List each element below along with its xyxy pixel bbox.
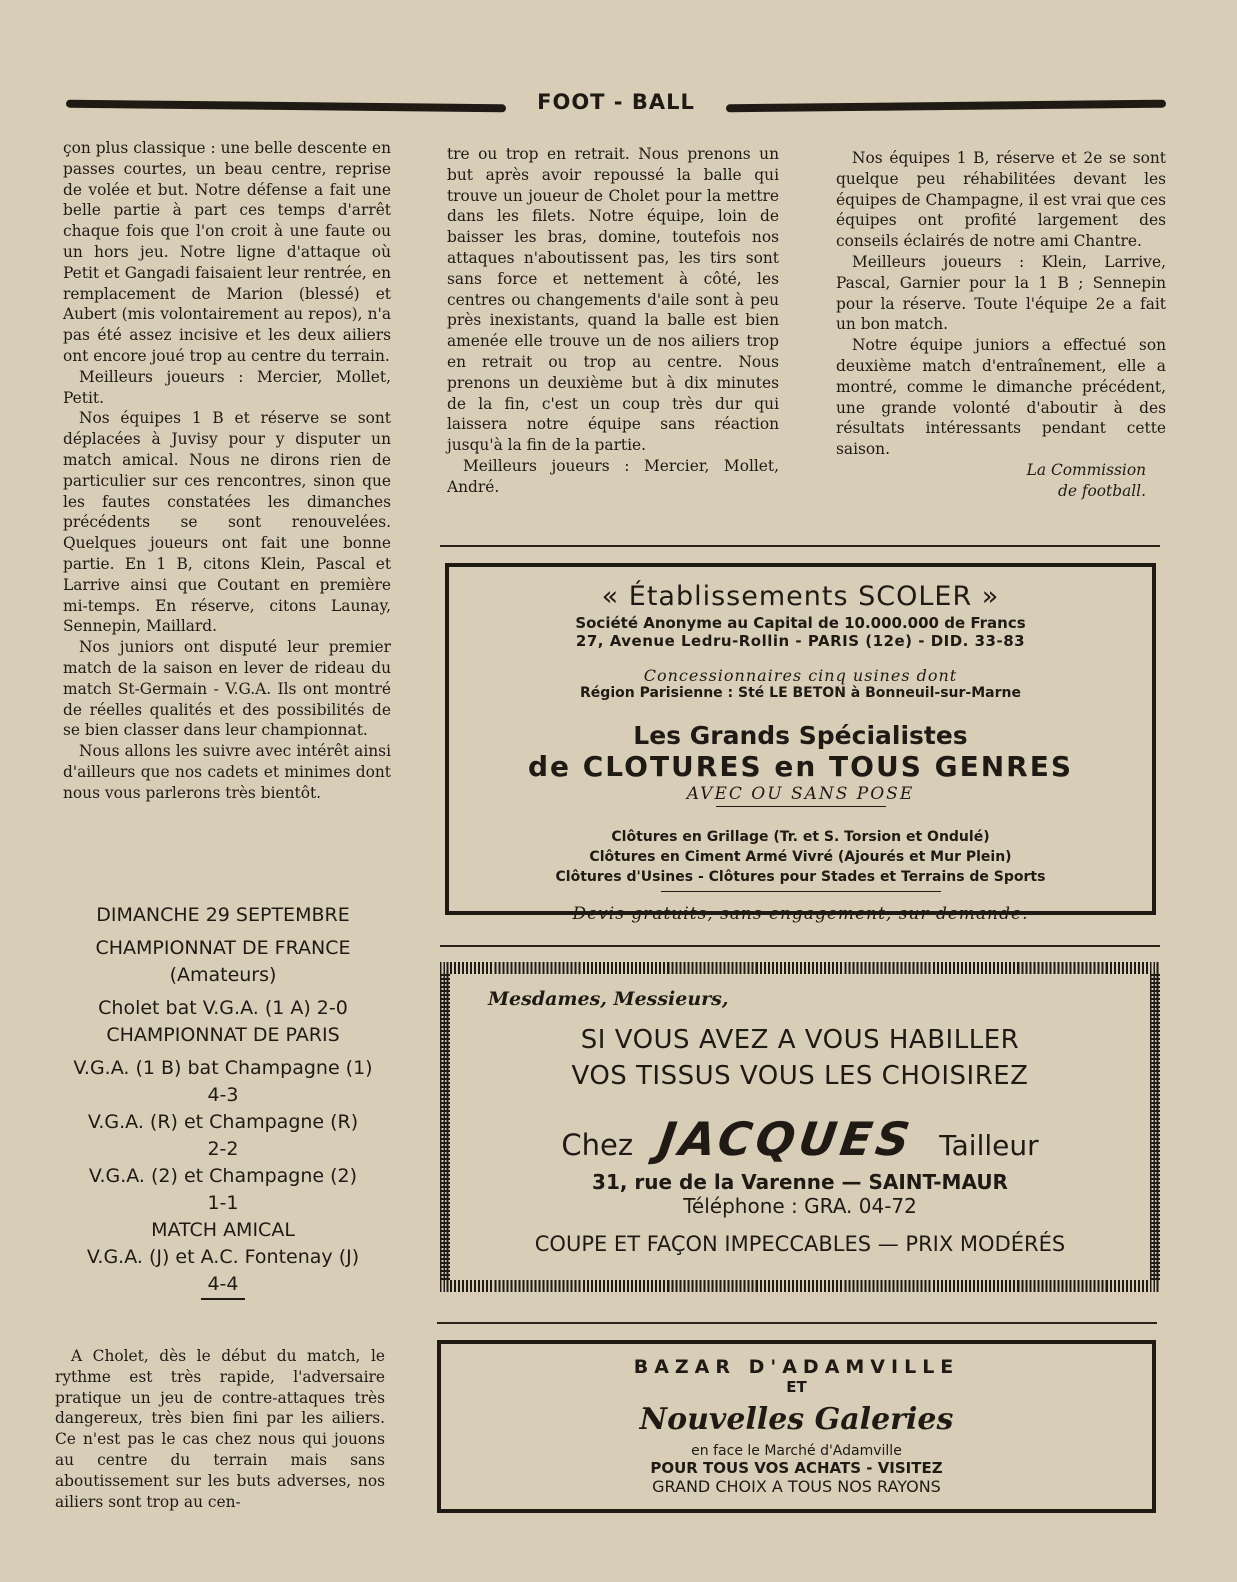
bazar-galeries: Nouvelles Galeries [639,1402,954,1437]
results-date: DIMANCHE 29 SEPTEMBRE [96,904,350,926]
scoler-pose: AVEC OU SANS POSE [686,784,915,804]
col3-paragraph-3: Notre équipe juniors a effectué son deuxième match d'entraînement, elle a montré, comme le dimanche précédent, une grande volonté d'aboutir à des résultats intéressants pendant cette saison. [836,336,1166,459]
hatch-border-right [1150,974,1160,1280]
result-4-score: 1-1 [207,1192,239,1214]
result-5-score: 4-4 [201,1271,244,1300]
jacques-tailleur: Tailleur [939,1129,1039,1162]
scoler-rule-2 [661,891,941,892]
bazar-et: ET [786,1378,807,1396]
page-header [66,88,1166,124]
jacques-brand [450,1112,1150,1166]
result-3-teams: V.G.A. (R) et Champagne (R) [87,1111,359,1133]
bazar-choix: GRAND CHOIX A TOUS NOS RAYONS [652,1477,941,1496]
col1-paragraph-4: Nos juniors ont disputé leur premier match de la saison en lever de rideau du match St-Germain - V.G.A. Ils ont montré de réelles qualités et des possibilités de se bien classer dans leur championnat. [63,638,391,740]
ad-scoler [445,563,1156,924]
result-1: Cholet bat V.G.A. (1 A) 2-0 [98,997,348,1019]
heading-amateurs: (Amateurs) [169,964,277,986]
jacques-telephone: Téléphone : GRA. 04-72 [683,1194,917,1218]
signature-line-2: de football. [1057,481,1146,500]
scoler-concessionnaires: Concessionnaires cinq usines dont [643,666,958,685]
result-3-score: 2-2 [207,1138,239,1160]
scoler-clotures: de CLOTURES en TOUS GENRES [527,750,1074,783]
hatch-border-left [440,974,450,1280]
scoler-product-list [449,827,1152,887]
result-2-teams: V.G.A. (1 B) bat Champagne (1) [73,1057,373,1079]
header-rule-right [726,100,1166,113]
col1-paragraph-3: Nos équipes 1 B et réserve se sont déplacées à Juvisy pour y disputer un match amical. Nous ne dirons rien de particulier sur ces rencontres, sinon que les fautes constatées les dimanches précédents se sont renouvelées. Quelques joueurs ont fait une bonne partie. En 1 B, citons Klein, Pascal et Larrive ainsi que Coutant en première mi-temps. En réserve, citons Launay, Sennepin, Maillard. [63,409,391,636]
scoler-address: 27, Avenue Ledru-Rollin - PARIS (12e) - DID. 33-83 [575,632,1026,650]
scoler-name: « Établissements SCOLER » [601,581,1000,612]
ad-jacques [440,962,1160,1292]
match-results [58,902,388,1300]
scoler-capital: Société Anonyme au Capital de 10.000.000 de Francs [575,614,1026,632]
col1-paragraph-1: çon plus classique : une belle descente en passes courtes, un beau centre, reprise de volée et but. Notre défense a fait une belle partie à part ces temps d'arrêt chaque fois que l'on croit à une faute ou un hors jeu. Notre ligne d'attaque où Petit et Gangadi faisaient leur rentrée, en remplacement de Marion (blessé) et Aubert (mis volontairement au repos), n'a pas été assez incisive et les deux ailiers ont encore joué trop au centre du terrain. [63,139,391,365]
jacques-chez: Chez [561,1128,634,1162]
col3-paragraph-1: Nos équipes 1 B, réserve et 2e se sont quelque peu réhabilitées devant les équipes de Champagne, il est vrai que ces équipes ont profité largement des conseils éclairés de notre ami Chantre. [836,149,1166,251]
col1-paragraph-2: Meilleurs joueurs : Mercier, Mollet, Petit. [63,367,391,407]
jacques-line-1: SI VOUS AVEZ A VOUS HABILLER [580,1025,1020,1055]
col1b-paragraph-1: A Cholet, dès le début du match, le rythme est très rapide, l'adversaire pratique un jeu de contre-attaques très dangereux, très bien fini par les ailiers. Ce n'est pas le cas chez nous qui jouons au centre du terrain mais sans aboutissement sur les buts adverses, nos ailiers sont trop au cen- [55,1347,385,1511]
jacques-address: 31, rue de la Varenne — SAINT-MAUR [592,1170,1008,1194]
bazar-location: en face le Marché d'Adamville [691,1443,902,1459]
separator-3 [437,1322,1157,1324]
separator-1 [440,545,1160,547]
scoler-rule-1 [716,806,886,807]
bazar-name: BAZAR D'ADAMVILLE [633,1356,960,1378]
signature-line-1: La Commission [1026,460,1146,479]
column-2 [447,144,779,498]
scoler-devis: Devis gratuits, sans engagement, sur demande. [572,904,1029,924]
heading-championnat-paris: CHAMPIONNAT DE PARIS [106,1024,340,1046]
scoler-product-2: Clôtures en Ciment Armé Vivré (Ajourés et Mur Plein) [589,849,1012,865]
col1-paragraph-5: Nous allons les suivre avec intérêt ainsi d'ailleurs que nos cadets et minimes dont nous vous parlerons très bientôt. [63,742,391,802]
column-1 [63,138,391,804]
scoler-product-1: Clôtures en Grillage (Tr. et S. Torsion et Ondulé) [611,829,990,845]
scoler-specialistes: Les Grands Spécialistes [633,721,968,750]
result-2-score: 4-3 [207,1084,239,1106]
column-3 [836,148,1166,502]
result-5-teams: V.G.A. (J) et A.C. Fontenay (J) [86,1246,360,1268]
column-1-bottom [55,1346,385,1512]
jacques-greeting: Mesdames, Messieurs, [488,988,729,1010]
col3-paragraph-2: Meilleurs joueurs : Klein, Larrive, Pascal, Garnier pour la 1 B ; Sennepin pour la réserve. Toute l'équipe 2e a fait un bon match. [836,252,1166,334]
separator-2 [440,945,1160,947]
jacques-tagline: COUPE ET FAÇON IMPECCABLES — PRIX MODÉRÉS [534,1232,1066,1256]
signature [836,460,1166,502]
heading-match-amical: MATCH AMICAL [151,1219,295,1241]
result-4-teams: V.G.A. (2) et Champagne (2) [88,1165,358,1187]
jacques-line-2: VOS TISSUS VOUS LES CHOISIREZ [571,1061,1029,1091]
col2-paragraph-2: Meilleurs joueurs : Mercier, Mollet, André. [447,456,779,496]
col2-paragraph-1: tre ou trop en retrait. Nous prenons un but après avoir repoussé la balle qui trouve un joueur de Cholet pour la mettre dans les filets. Notre équipe, loin de baisser les bras, domine, toutefois nos attaques n'aboutissent pas, les tirs sont sans force et nettement à côté, les centres ou changements d'aile sont à peu près inexistants, quand la balle est bien amenée elle trouve un de nos ailiers trop en retrait ou trop au centre. Nous prenons un deuxième but à dix minutes de la fin, c'est un coup très dur qui laissera notre équipe sans réaction jusqu'à la fin de la partie. [447,145,779,455]
jacques-slogan [450,1022,1150,1094]
scoler-region: Région Parisienne : Sté LE BETON à Bonneuil-sur-Marne [580,685,1021,701]
heading-championnat-france: CHAMPIONNAT DE FRANCE [95,937,351,959]
ad-bazar [437,1340,1156,1513]
scoler-product-3: Clôtures d'Usines - Clôtures pour Stades et Terrains de Sports [555,869,1046,885]
header-rule-left [66,100,506,113]
page-title: FOOT - BALL [537,90,695,114]
bazar-achats: POUR TOUS VOS ACHATS - VISITEZ [650,1459,943,1477]
jacques-name: JACQUES [655,1112,917,1166]
